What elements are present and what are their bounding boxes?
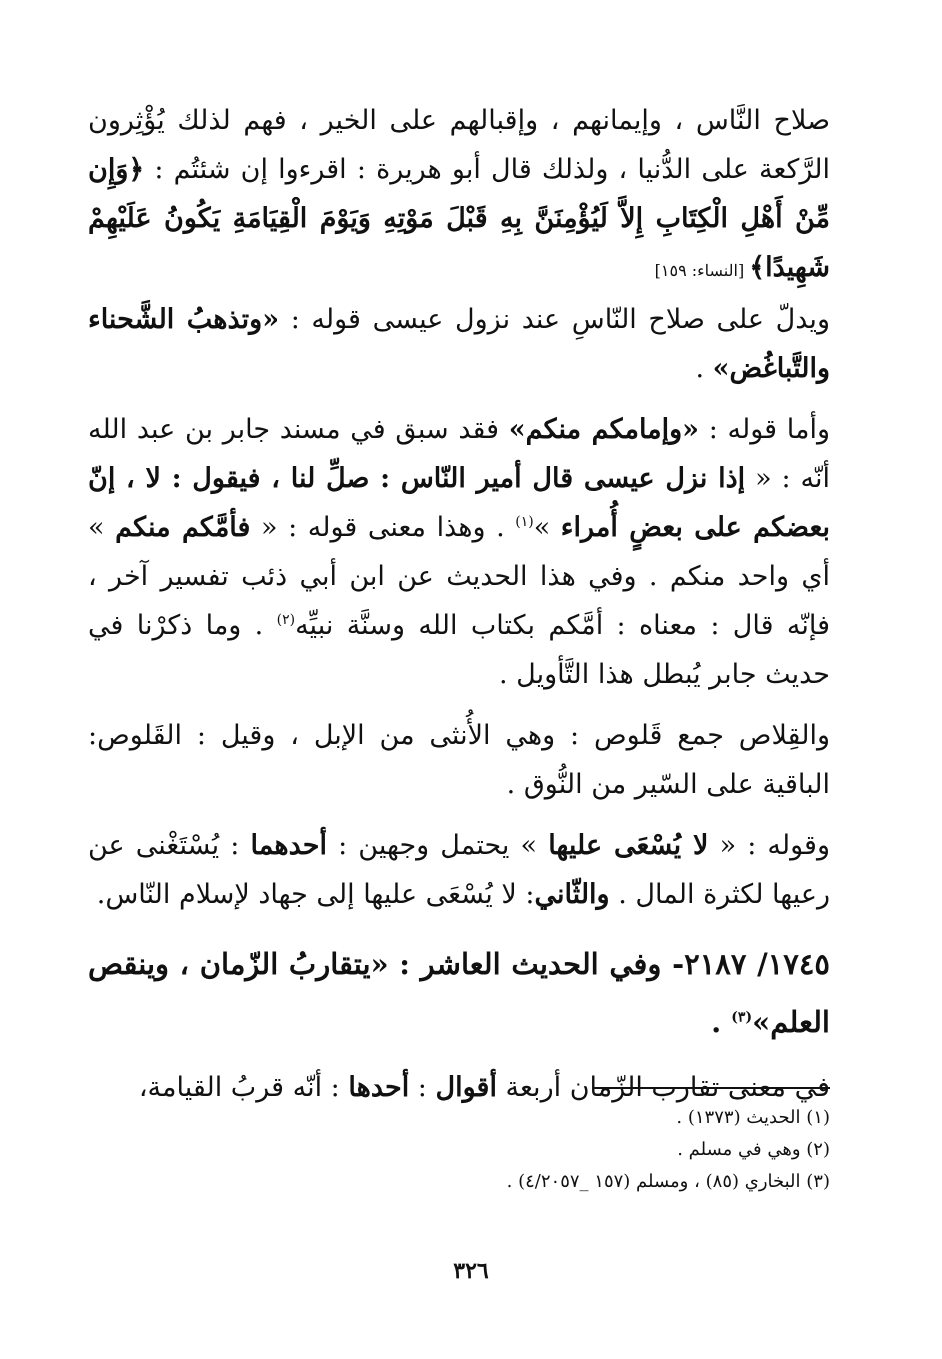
- text-run: صلاح النَّاس ، وإيمانهم ، وإقبالهم على الخير ، فهم لذلك يُؤْثِرون الرَّكعة على الدُّنيا ، ولذلك قال أبو هريرة : اقرءوا إن شئتُم :: [88, 105, 830, 185]
- text-run: : يُسْتَغْنى عن رعيها لكثرة المال .: [88, 830, 830, 910]
- text-run: فقد سبق في مسند جابر بن عبد الله أنّه : «: [88, 414, 830, 494]
- text-run: : لا يُسْعَى عليها إلى جهاد لإسلام النّاس.: [96, 879, 535, 910]
- text-run: . وهذا معنى قوله : «: [250, 512, 516, 543]
- verse-reference: [النساء: ١٥٩]: [654, 261, 750, 280]
- text-run: . وما ذكرْنا في حديث جابر يُبطل هذا التَّأويل .: [88, 610, 830, 690]
- footnotes: [130, 1102, 830, 1198]
- paragraph-2: [88, 295, 830, 393]
- paragraph-1: [88, 96, 830, 295]
- footnote-marker: (١): [515, 514, 534, 530]
- quran-verse: ﴿وَإِن مِّنْ أَهْلِ الْكِتَابِ إِلاَّ لَيُؤْمِنَنَّ بِهِ قَبْلَ مَوْتِهِ وَيَوْمَ الْقِيَامَةِ يَكُونُ عَلَيْهِمْ شَهِيدًا﴾: [88, 154, 830, 283]
- footnote-divider: [594, 1087, 830, 1089]
- footnote-marker: (٢): [276, 612, 296, 628]
- text-run: .: [695, 353, 713, 384]
- hadith-number: ١٧٤٥/ ٢١٨٧-: [672, 947, 830, 981]
- text-run: :: [409, 1072, 436, 1103]
- text-run: ويدلّ على صلاح النّاسِ عند نزول عيسى قوله :: [279, 304, 830, 335]
- hadith-heading: [88, 935, 830, 1051]
- text-run: وأما قوله :: [699, 414, 830, 445]
- text-run: : أنّه قربُ القيامة،: [138, 1072, 349, 1103]
- hadith-text: وفي الحديث العاشر : «يتقاربُ الزّمان ، وينقص العلم»: [88, 947, 830, 1039]
- bold-term: والثّاني: [534, 879, 610, 910]
- hadith-quote: «وإمامكم منكم»: [508, 414, 700, 445]
- footnote-1: (١) الحديث (١٣٧٣) .: [676, 1107, 830, 1128]
- text-run: » أي واحد منكم . وفي هذا الحديث عن ابن أبي ذئب تفسير آخر ، فإنّه قال : معناه : أمَّكم بكتاب الله وسنَّة نبيِّه: [88, 512, 830, 641]
- paragraph-5: [88, 821, 830, 919]
- paragraph-3: [88, 405, 830, 699]
- text-run: في معنى تقارب الزّمان أربعة: [496, 1072, 830, 1103]
- text-run: وقوله : «: [708, 830, 830, 861]
- bold-term: أحدهما: [250, 830, 327, 861]
- hadith-quote: «وتذهبُ الشَّحناء والتَّباغُض»: [88, 304, 830, 384]
- main-text: [88, 96, 830, 1112]
- text-run: .: [711, 1005, 732, 1039]
- page-number: ٣٢٦: [453, 1258, 489, 1284]
- footnote-2: (٢) وهي في مسلم .: [677, 1139, 830, 1160]
- text-run: والقِلاص جمع قَلوص : وهي الأُنثى من الإبل ، وقيل : القَلوص: الباقية على السّير من النُّوق .: [88, 720, 830, 800]
- paragraph-4: [88, 711, 830, 809]
- bold-term: أقوال: [435, 1072, 497, 1103]
- hadith-quote: إذا نزل عيسى قال أمير النّاس : صلِّ لنا ، فيقول : لا ، إنّ بعضكم على بعضٍ أُمراء: [88, 463, 830, 543]
- hadith-quote: لا يُسْعَى عليها: [548, 830, 709, 861]
- hadith-quote: فأمَّكم منكم: [115, 512, 251, 543]
- footnote-3: (٣) البخاري (٨٥) ، ومسلم (١٥٧ _٤/٢٠٥٧) .: [506, 1171, 830, 1192]
- text-run: »: [533, 512, 561, 543]
- footnote-marker: (٣): [731, 1009, 753, 1026]
- bold-term: أحدها: [348, 1072, 410, 1103]
- text-run: » يحتمل وجهين :: [326, 830, 549, 861]
